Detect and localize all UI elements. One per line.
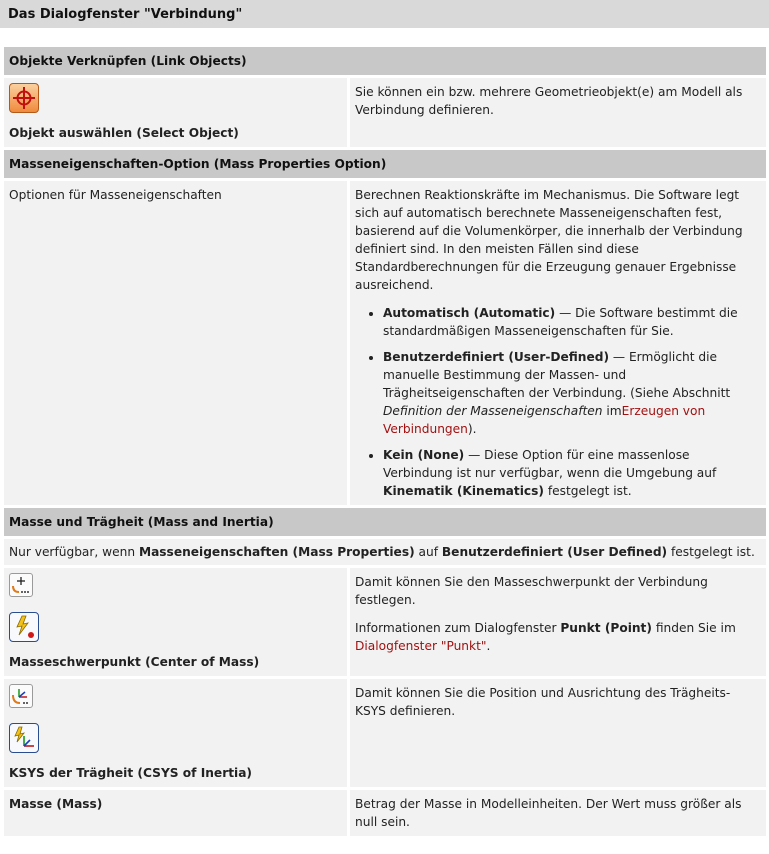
option-term: Automatisch (Automatic) [383, 306, 556, 320]
crosshair-select-icon[interactable] [9, 83, 39, 113]
center-of-mass-cell [4, 568, 347, 676]
create-connections-link[interactable]: Erzeugen von Verbindungen [383, 404, 706, 436]
com-desc: Damit können Sie den Masseschwerpunkt der Verbindung festlegen. [355, 575, 708, 607]
option-bold: Kinematik (Kinematics) [383, 484, 544, 498]
option-text: ). [467, 422, 477, 436]
select-object-cell [4, 78, 347, 147]
option-text: — Die Software bestimmt die standardmäßigen Masseneigenschaften für Sie. [383, 306, 738, 338]
section-heading: Masseneigenschaften-Option (Mass Properties Option) [4, 150, 766, 178]
table-row [4, 679, 766, 787]
table-row [4, 181, 766, 505]
point-dialog-link[interactable]: Dialogfenster "Punkt" [355, 639, 487, 653]
info-text: Informationen zum Dialogfenster [355, 621, 561, 635]
option-text: festgelegt ist. [543, 484, 632, 498]
select-object-label: Objekt auswählen (Select Object) [9, 126, 239, 140]
center-of-mass-label: Masseschwerpunkt (Center of Mass) [9, 655, 260, 669]
info-text: finden Sie im [651, 621, 736, 635]
note-bold: Masseneigenschaften (Mass Properties) [138, 545, 415, 559]
mass-option-list [355, 304, 761, 500]
list-item [383, 348, 761, 438]
list-item [383, 304, 761, 340]
table-row [4, 568, 766, 676]
info-bold: Punkt (Point) [560, 621, 652, 635]
mass-option-label: Optionen für Masseneigenschaften [4, 181, 347, 505]
option-term: Kein (None) [383, 448, 465, 462]
reference-table [4, 44, 766, 839]
option-italic: Definition der Masseneigenschaften [383, 404, 603, 418]
section-link-objects [4, 47, 766, 75]
mass-option-intro: Berechnen Reaktionskräfte im Mechanismus. Die Software legt sich auf automatisch berechnete Masseneigenschaften fest, basierend auf die Volumenkörper, die innerhalb der Verbindung definiert sind. In den meisten Fällen sind diese Standardberechnungen für die Erzeugung genauer Ergebnisse ausreichend. [355, 188, 743, 292]
availability-note [4, 539, 766, 565]
point-dialog-icon[interactable] [9, 612, 39, 642]
info-text: . [486, 639, 491, 653]
option-term: Benutzerdefiniert (User-Defined) [383, 350, 610, 364]
option-text: — Diese Option für eine massenlose Verbindung ist nur verfügbar, wenn die Umgebung auf [383, 448, 717, 480]
availability-note-row [4, 539, 766, 565]
note-text: auf [414, 545, 442, 559]
section-mass-inertia [4, 508, 766, 536]
page-title: Das Dialogfenster "Verbindung" [0, 0, 769, 28]
csys-inferred-icon[interactable] [9, 684, 33, 708]
com-info [355, 619, 761, 655]
csys-dialog-icon[interactable] [9, 723, 39, 753]
note-bold: Benutzerdefiniert (User Defined) [441, 545, 668, 559]
note-text: festgelegt ist. [667, 545, 755, 559]
center-of-mass-desc [347, 568, 766, 676]
csys-inertia-cell [4, 679, 347, 787]
point-inferred-icon[interactable] [9, 573, 33, 597]
select-object-desc: Sie können ein bzw. mehrere Geometrieobjekt(e) am Modell als Verbindung definieren. [347, 78, 766, 147]
section-heading: Masse und Trägheit (Mass and Inertia) [4, 508, 766, 536]
mass-desc: Betrag der Masse in Modelleinheiten. Der Wert muss größer als null sein. [347, 790, 766, 836]
section-heading: Objekte Verknüpfen (Link Objects) [4, 47, 766, 75]
mass-label: Masse (Mass) [9, 797, 103, 811]
option-text: — Ermöglicht die manuelle Bestimmung der Massen- und Trägheitseigenschaften der Verbindung. (Siehe Abschnitt [383, 350, 731, 400]
list-item [383, 446, 761, 500]
option-text: im [602, 404, 622, 418]
mass-option-desc [347, 181, 766, 505]
table-row [4, 78, 766, 147]
table-row [4, 790, 766, 836]
section-mass-option [4, 150, 766, 178]
csys-inertia-label: KSYS der Trägheit (CSYS of Inertia) [9, 766, 252, 780]
csys-inertia-desc: Damit können Sie die Position und Ausrichtung des Trägheits-KSYS definieren. [347, 679, 766, 787]
mass-cell [4, 790, 347, 836]
note-text: Nur verfügbar, wenn [9, 545, 139, 559]
